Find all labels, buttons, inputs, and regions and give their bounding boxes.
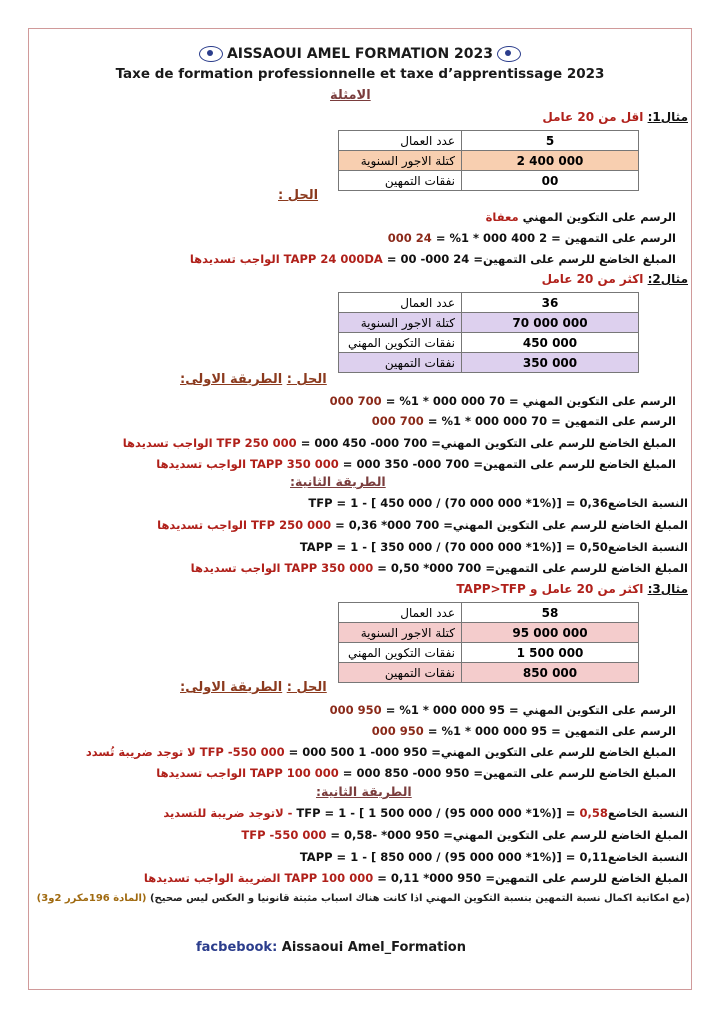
- ex2-line-1: الرسم على التكوين المهني = 70 000 000 * 1% = 700 000: [329, 394, 676, 408]
- ex1-line-2: الرسم على التمهين = 2 400 000 * 1% = 24 000: [387, 231, 676, 245]
- example-3-table: [338, 602, 639, 683]
- example-2-heading: مثال2: اكثر من 20 عامل: [541, 272, 688, 286]
- table-row: كتلة الاجور السنوية 95 000 000: [339, 623, 639, 643]
- logo-icon: [199, 46, 223, 62]
- footer-credit: facbebook: Aissaoui Amel_Formation: [196, 940, 466, 955]
- ex2-method2-line-4: المبلغ الخاضع للرسم على التمهين= 700 000* 0,50 = TAPP 350 000 الواجب تسديدها: [190, 561, 688, 575]
- ex3-line-3: المبلغ الخاضع للرسم على التكوين المهني= 950 000- 1 500 000 = TFP -550 000 لا توجد ضريبة تُسدد: [85, 745, 676, 759]
- table-row: نفقات التمهين 850 000: [339, 663, 639, 683]
- ex3-line-1: الرسم على التكوين المهني = 95 000 000 * 1% = 950 000: [329, 703, 676, 717]
- table-row: نفقات التكوين المهني 450 000: [339, 333, 639, 353]
- ex3-line-4: المبلغ الخاضع للرسم على التمهين= 950 000- 850 000 = TAPP 100 000 الواجب تسديدها: [156, 766, 676, 780]
- table-row: عدد العمال 58: [339, 603, 639, 623]
- ex2-line-2: الرسم على التمهين = 70 000 000 * 1% = 700 000: [371, 414, 676, 428]
- ex3-method2-line-2: المبلغ الخاضع للرسم على التكوين المهني= 950 000* -0,58 = TFP -550 000: [241, 828, 688, 842]
- document-title: AISSAOUI AMEL FORMATION 2023: [0, 46, 720, 62]
- solution-label: الحل :: [278, 188, 319, 203]
- ex2-method2-line-3: النسبة الخاضعTAPP = 1 - [ 350 000 / (70 000 000 *1%)] = 0,50: [299, 540, 688, 554]
- ex3-method2-line-3: النسبة الخاضعTAPP = 1 - [ 850 000 / (95 000 000 *1%)] = 0,11: [299, 850, 688, 864]
- solution-label: الحل : الطريقة الاولى:: [180, 680, 327, 695]
- table-row: عدد العمال 5: [339, 131, 639, 151]
- table-row: كتلة الاجور السنوية 70 000 000: [339, 313, 639, 333]
- ex2-method2-line-1: النسبة الخاضعTFP = 1 - [ 450 000 / (70 000 000 *1%)] = 0,36: [308, 496, 688, 510]
- example-1-table: [338, 130, 639, 191]
- document-subtitle: Taxe de formation professionnelle et taxe d’apprentissage 2023: [115, 66, 605, 82]
- legal-note: (مع امكانية اكمال نسبة التمهين بنسبة التكوين المهني اذا كانت هناك اسباب مثبتة قانونيا و العكس ليس صحيح) (المادة 196مكرر 2و3): [36, 893, 690, 904]
- ex3-line-2: الرسم على التمهين = 95 000 000 * 1% = 950 000: [371, 724, 676, 738]
- logo-icon: [497, 46, 521, 62]
- ex3-method2-line-1: النسبة الخاضعTFP = 1 - [ 1 500 000 / (95 000 000 *1%)] = 0,58 - لاتوجد ضريبة للتسديد: [163, 806, 688, 820]
- ex2-method2-line-2: المبلغ الخاضع للرسم على التكوين المهني= 700 000* 0,36 = TFP 250 000 الواجب تسديدها: [157, 518, 688, 532]
- table-row: نفقات التمهين 00: [339, 171, 639, 191]
- example-2-table: [338, 292, 639, 373]
- solution-label: الحل : الطريقة الاولى:: [180, 372, 327, 387]
- table-row: عدد العمال 36: [339, 293, 639, 313]
- section-heading: الامثلة: [330, 88, 371, 103]
- table-row: نفقات التمهين 350 000: [339, 353, 639, 373]
- method-2-heading: الطريقة الثانية:: [290, 474, 386, 489]
- ex3-method2-line-4: المبلغ الخاضع للرسم على التمهين= 950 000* 0,11 = TAPP 100 000 الضريبة الواجب تسديدها: [143, 871, 688, 885]
- table-row: نفقات التكوين المهني 1 500 000: [339, 643, 639, 663]
- example-1-heading: مثال1: اقل من 20 عامل: [542, 110, 688, 124]
- ex1-line-3: المبلغ الخاضع للرسم على التمهين= 24 000- 00 = TAPP 24 000DA الواجب تسديدها: [189, 252, 676, 266]
- table-row: كتلة الاجور السنوية 2 400 000: [339, 151, 639, 171]
- ex2-line-3: المبلغ الخاضع للرسم على التكوين المهني= 700 000- 450 000 = TFP 250 000 الواجب تسديدها: [122, 436, 676, 450]
- ex1-line-1: الرسم على التكوين المهني معفاة: [485, 210, 676, 224]
- example-3-heading: مثال3: اكثر من 20 عامل و TAPP>TFP: [456, 582, 688, 596]
- method-2-heading: الطريقة الثانية:: [316, 784, 412, 799]
- ex2-line-4: المبلغ الخاضع للرسم على التمهين= 700 000- 350 000 = TAPP 350 000 الواجب تسديدها: [156, 457, 676, 471]
